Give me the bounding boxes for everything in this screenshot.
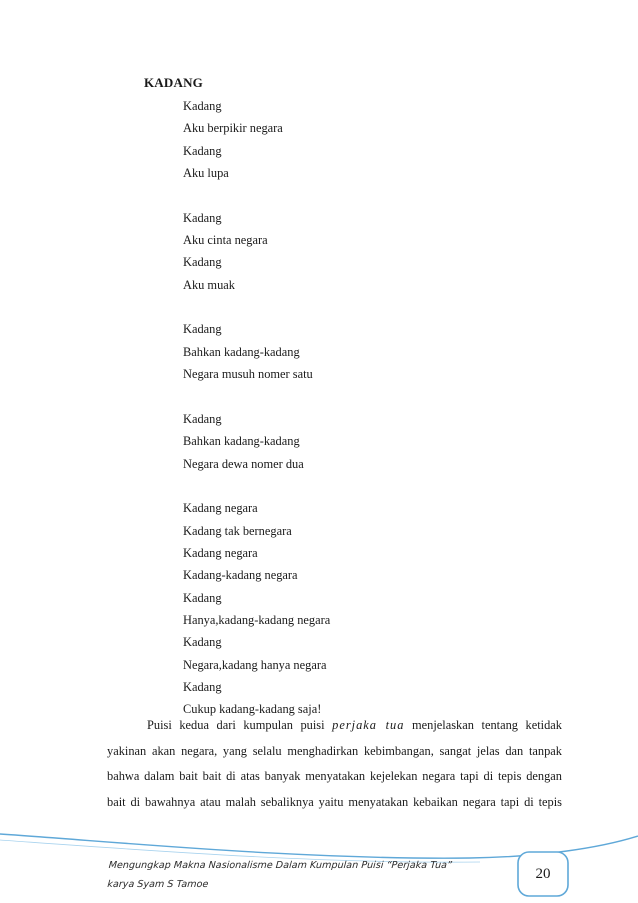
footer-caption: [107, 856, 453, 894]
poem-line: Kadang: [183, 210, 222, 225]
paragraph-line: yakinan akan negara, yang selalu menghadirkan kebimbangan, sangat jelas dan tanpak: [107, 743, 562, 758]
paragraph-line: [107, 717, 562, 743]
paragraph-line: bait di bawahnya atau malah sebaliknya yaitu menyatakan kebaikan negara tapi di tepis: [107, 794, 562, 809]
poem-line: [183, 184, 330, 206]
poem-line: Kadang: [183, 411, 222, 426]
poem-line: Kadang: [183, 99, 222, 113]
poem-line: Kadang-kadang negara: [183, 568, 298, 583]
poem-line: [183, 475, 330, 497]
poem-line: Kadang: [183, 322, 222, 337]
footer-title: Mengungkap Makna Nasionalisme Dalam Kumpulan Puisi “Perjaka Tua”: [108, 860, 453, 871]
poem-line: Kadang tak bernegara: [183, 523, 292, 538]
section-heading: KADANG: [144, 75, 203, 90]
paragraph-line: bahwa dalam bait bait di atas banyak menyatakan kejelekan negara tapi di tepis dengan: [107, 769, 562, 784]
poem-line: Aku lupa: [183, 166, 229, 181]
paragraph-text: Puisi kedua dari kumpulan puisi: [147, 718, 325, 732]
poem-line: Kadang: [183, 255, 222, 270]
page-number: 20: [535, 865, 551, 882]
body-paragraph: [107, 717, 562, 819]
poem-line: Bahkan kadang-kadang: [183, 434, 300, 449]
poem-line: Negara musuh nomer satu: [183, 367, 313, 382]
poem-line: Cukup kadang-kadang saja!: [183, 702, 322, 717]
poem-line: Kadang negara: [183, 545, 258, 560]
poem-line: Kadang: [183, 143, 222, 158]
poem-line: Kadang: [183, 679, 222, 694]
paragraph-text: menjelaskan tentang ketidak: [412, 718, 562, 732]
poem-line: Negara,kadang hanya negara: [183, 657, 327, 672]
poem-line: [183, 296, 330, 318]
book-title-italic: perjaka tua: [332, 718, 405, 732]
footer-author: karya Syam S Tamoe: [106, 879, 209, 890]
poem-line: Bahkan kadang-kadang: [183, 344, 300, 359]
poem-line: Negara dewa nomer dua: [183, 456, 304, 471]
poem-line: Aku cinta negara: [183, 233, 268, 248]
poem: [183, 95, 330, 721]
poem-line: Kadang: [183, 635, 222, 650]
poem-line: Aku muak: [183, 277, 235, 292]
poem-line: Kadang negara: [183, 501, 258, 516]
poem-line: Aku berpikir negara: [183, 121, 283, 136]
poem-line: Kadang: [183, 590, 222, 605]
poem-line: [183, 385, 330, 407]
poem-line: Hanya,kadang-kadang negara: [183, 612, 331, 627]
